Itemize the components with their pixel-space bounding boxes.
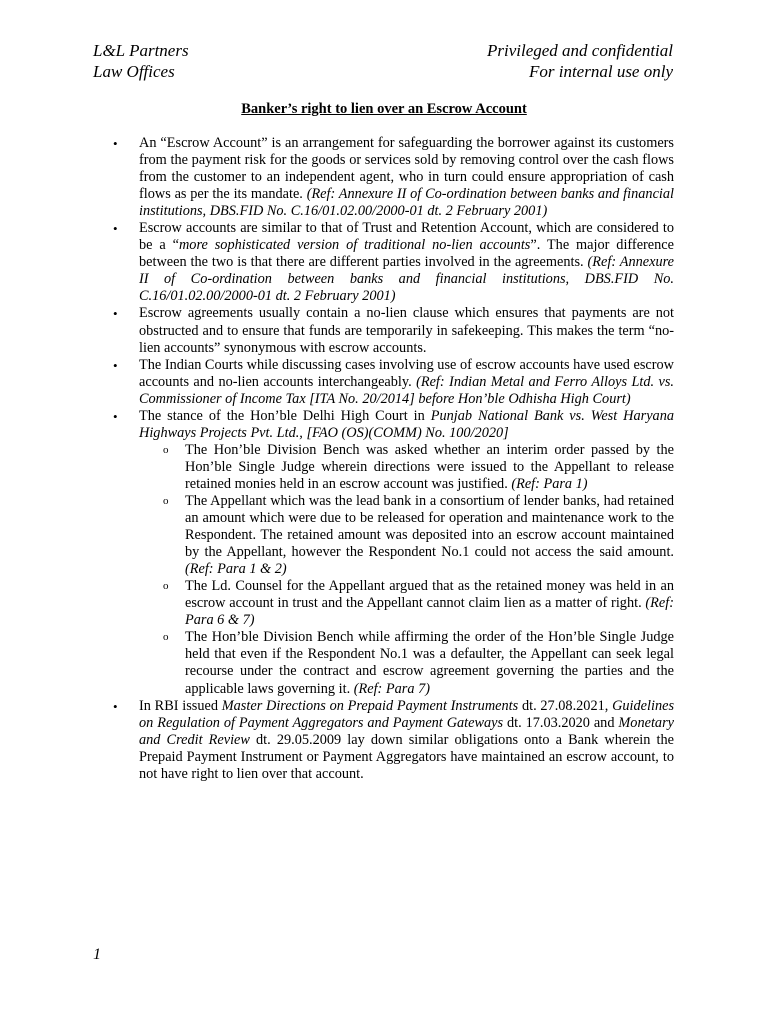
bullet-item — [111, 357, 674, 408]
usage-label: For internal use only — [528, 62, 673, 81]
circle-bullet-icon: o — [163, 631, 169, 644]
bullet-item — [111, 220, 674, 305]
reference-citation: (Ref: Indian Metal and Ferro Alloys Ltd. vs. Commissioner of Income Tax [ITA No. 20/2014] before Hon’ble Odhisha High Court) — [139, 373, 674, 407]
sub-item — [111, 493, 674, 578]
regulation-title: Monetary and Credit Review — [139, 714, 674, 748]
sub-item — [111, 442, 674, 493]
circle-bullet-icon: o — [163, 580, 169, 593]
reference-citation: (Ref: Para 7) — [353, 680, 430, 697]
bullet-icon: • — [113, 221, 118, 237]
reference-citation: (Ref: Para 1 & 2) — [185, 561, 287, 578]
document-title: Banker’s right to lien over an Escrow Account — [241, 101, 527, 117]
circle-bullet-icon: o — [163, 494, 169, 507]
bullet-text: dt. 27.08.2021, — [518, 697, 613, 714]
bullet-icon: • — [113, 357, 118, 373]
bullet-text: ”. The major difference between the two is that there are different parties involved in the agreements. — [139, 237, 674, 271]
firm-name: L&L Partners — [93, 41, 189, 60]
sub-item-text: The Hon’ble Division Bench was asked whether an interim order passed by the Hon’ble Single Judge wherein directions were issued to the Appellant to release retained monies held in an escrow account was justified. — [185, 441, 674, 492]
bullet-text: The Indian Courts while discussing cases involving use of escrow accounts have used escrow accounts and no-lien accounts interchangeably. — [139, 356, 674, 390]
bullet-text: In RBI issued — [139, 697, 222, 714]
regulation-title: Guidelines on Regulation of Payment Aggregators and Payment Gateways — [139, 697, 675, 731]
bullet-text: An “Escrow Account” is an arrangement for safeguarding the borrower against its customers from the payment risk for the goods or services sold by removing control over the cash flows from the customer to an independent agent, who in turn could ensure appropriation of cash flows as per the its mandate. — [139, 135, 674, 203]
bullet-icon: • — [113, 408, 118, 424]
sub-item-text: The Appellant which was the lead bank in a consortium of lender banks, had retained an amount which were due to be released for operation and maintenance work to the Respondent. The retained amount was deposited into an escrow account maintained by the Appellant, however the Respondent No.1 could not access the said amount. — [185, 492, 674, 561]
document-body — [111, 135, 674, 783]
bullet-item — [111, 698, 674, 783]
bullet-text: dt. 17.03.2020 and — [503, 714, 619, 731]
bullet-icon: • — [113, 136, 118, 151]
case-citation: Punjab National Bank vs. West Haryana Highways Projects Pvt. Ltd., [FAO (OS)(COMM) No. 100/2020] — [139, 407, 674, 441]
quoted-phrase: more sophisticated version of traditional no-lien accounts — [178, 237, 531, 254]
sub-item-text: The Hon’ble Division Bench while affirming the order of the Hon’ble Single Judge held that even if the Respondent No.1 was a defaulter, the Appellant can seek legal recourse under the contract and escrow agreement governing the parties and the applicable laws governing it. — [185, 629, 674, 697]
confidentiality-label: Privileged and confidential — [486, 41, 673, 60]
bullet-item — [111, 305, 674, 356]
header-left — [93, 40, 189, 82]
page-number: 1 — [93, 946, 101, 963]
reference-citation: (Ref: Para 6 & 7) — [185, 595, 674, 629]
reference-citation: (Ref: Annexure II of Co-ordination between banks and financial institutions, DBS.FID No. C.16/01.02.00/2000-01 dt. 2 February 2001) — [139, 254, 674, 305]
reference-citation: (Ref: Para 1) — [511, 475, 588, 492]
reference-citation: (Ref: Annexure II of Co-ordination between banks and financial institutions, DBS.FID No. C.16/01.02.00/2000-01 dt. 2 February 2001) — [139, 186, 675, 220]
bullet-icon: • — [113, 698, 118, 714]
firm-subtitle: Law Offices — [93, 62, 175, 81]
sub-item-text: The Ld. Counsel for the Appellant argued that as the retained money was held in an escrow account in trust and the Appellant cannot claim lien as a matter of right. — [185, 578, 674, 612]
header-right — [487, 40, 673, 82]
bullet-text: The stance of the Hon’ble Delhi High Court in — [139, 407, 431, 424]
sub-item — [111, 578, 674, 629]
bullet-text: Escrow agreements usually contain a no-lien clause which ensures that payments are not obstructed and to ensure that funds are temporarily in safekeeping. This makes the term “no-lien accounts” synonymous with escrow accounts. — [139, 305, 674, 356]
bullet-text: Escrow accounts are similar to that of Trust and Retention Account, which are considered to be a “ — [139, 220, 674, 254]
circle-bullet-icon: o — [163, 443, 169, 456]
bullet-item — [111, 135, 674, 220]
bullet-text: dt. 29.05.2009 lay down similar obligations onto a Bank wherein the Prepaid Payment Instrument or Payment Aggregators have maintained an escrow account, to not have right to lien over that account. — [139, 731, 674, 782]
bullet-icon: • — [113, 306, 118, 322]
sub-item — [111, 629, 674, 697]
regulation-title: Master Directions on Prepaid Payment Instruments — [221, 697, 519, 714]
bullet-item — [111, 408, 674, 442]
